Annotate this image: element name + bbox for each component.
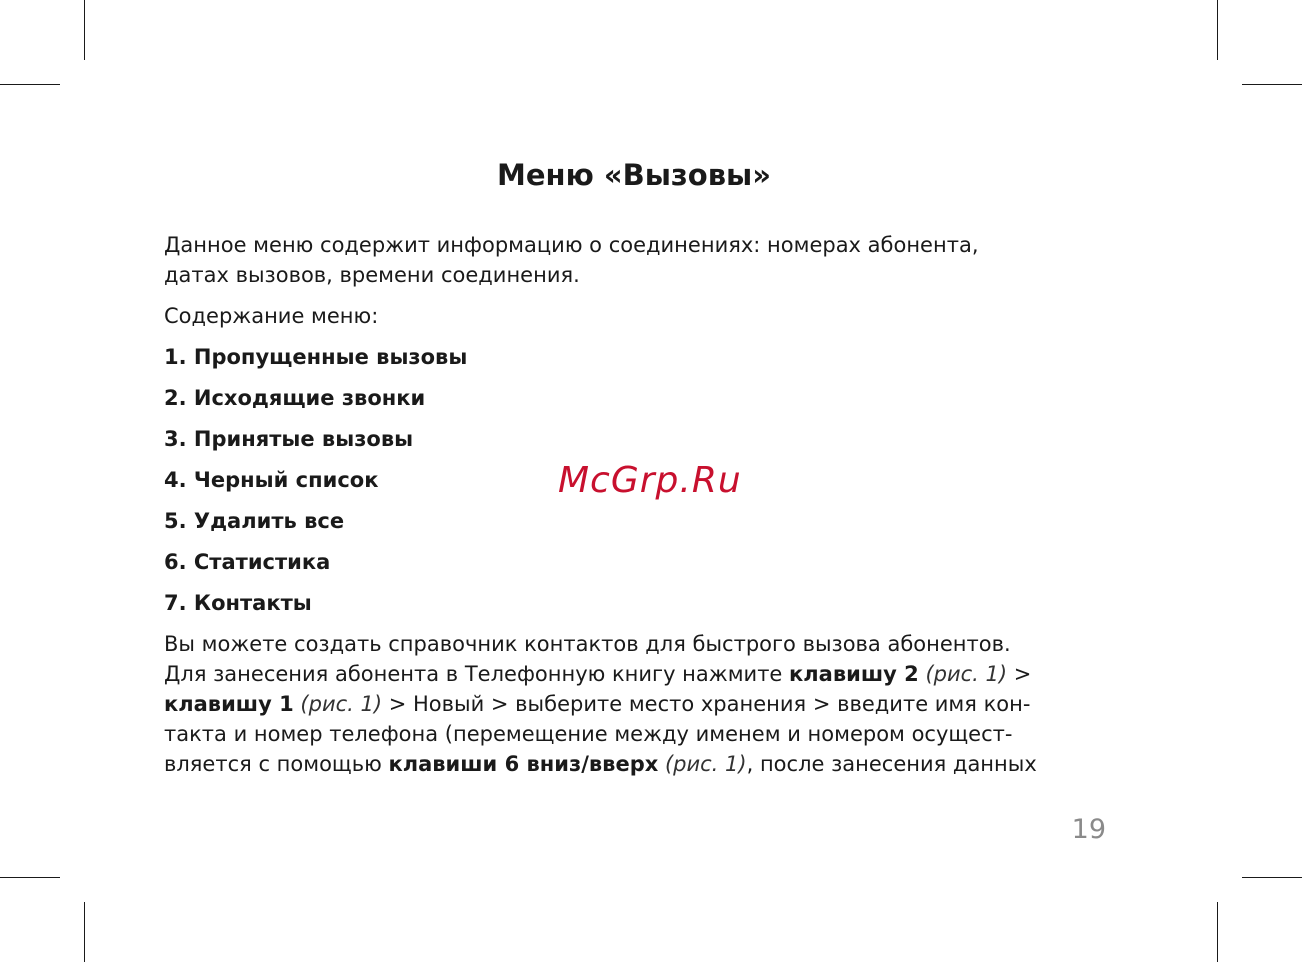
crop-mark xyxy=(84,902,85,962)
figure-reference: (рис. 1) xyxy=(300,692,383,716)
menu-item: 3. Принятые вызовы xyxy=(164,427,414,451)
page-number: 19 xyxy=(1071,814,1106,845)
crop-mark xyxy=(1217,0,1218,60)
text-span: > xyxy=(1007,662,1032,686)
text-span: , после занесения данных xyxy=(746,752,1037,776)
text-line: такта и номер телефона (перемещение между именем и номером осущест- xyxy=(164,722,1013,746)
menu-item: 4. Черный список xyxy=(164,468,379,492)
menu-item: 2. Исходящие звонки xyxy=(164,386,426,410)
figure-reference: (рис. 1) xyxy=(664,752,747,776)
crop-mark xyxy=(1242,84,1302,85)
menu-item: 1. Пропущенные вызовы xyxy=(164,345,468,369)
text-line: Вы можете создать справочник контактов для быстрого вызова абонентов. xyxy=(164,632,1011,656)
crop-mark xyxy=(1242,877,1302,878)
menu-item: 7. Контакты xyxy=(164,591,312,615)
menu-item: 6. Статистика xyxy=(164,550,331,574)
crop-mark xyxy=(1217,902,1218,962)
intro-paragraph xyxy=(164,230,1094,290)
contents-label: Содержание меню: xyxy=(164,304,379,328)
crop-mark xyxy=(0,877,60,878)
key-reference: клавиши 6 вниз/вверх xyxy=(388,752,659,776)
key-reference: клавишу 2 xyxy=(789,662,919,686)
menu-item: 5. Удалить все xyxy=(164,509,345,533)
text-span: вляется с помощью xyxy=(164,752,389,776)
intro-line: Данное меню содержит информацию о соединениях: номерах абонента, xyxy=(164,233,979,257)
watermark: McGrp.Ru xyxy=(558,460,742,501)
contacts-paragraph xyxy=(164,629,1094,779)
text-span: Для занесения абонента в Телефонную книгу нажмите xyxy=(164,662,790,686)
page-content xyxy=(164,230,1094,779)
crop-mark xyxy=(0,84,60,85)
text-span: > Новый > выберите место хранения > введите имя кон- xyxy=(382,692,1031,716)
intro-line: датах вызовов, времени соединения. xyxy=(164,263,580,287)
figure-reference: (рис. 1) xyxy=(925,662,1008,686)
crop-mark xyxy=(84,0,85,60)
page-title: Меню «Вызовы» xyxy=(497,158,771,192)
key-reference: клавишу 1 xyxy=(164,692,294,716)
